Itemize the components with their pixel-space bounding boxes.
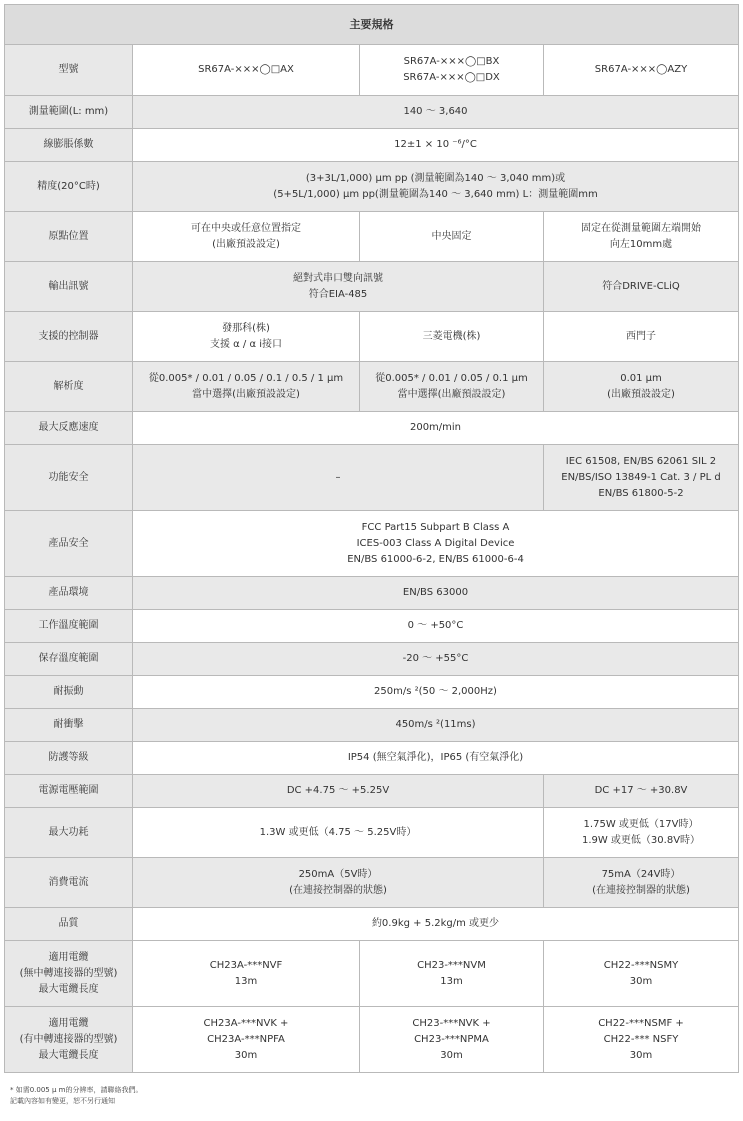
table-row <box>5 362 739 412</box>
row-label: 工作溫度範圍 <box>5 610 133 643</box>
cell-line: (在連接控制器的狀態) <box>289 884 387 896</box>
row-value-cell <box>360 941 544 1007</box>
row-value-cell <box>133 45 360 96</box>
row-label: 電源電壓範圍 <box>5 775 133 808</box>
row-label: 原點位置 <box>5 212 133 262</box>
footnote: * 如需0.005 µ m的分辨率，請聯絡我們。 <box>10 1086 143 1094</box>
cell-line: 250mA（5V時） <box>298 868 378 880</box>
row-value-cell <box>544 45 739 96</box>
cell-line: SR67A-×××◯□BX <box>403 56 500 67</box>
row-label: 耐衝擊 <box>5 709 133 742</box>
cell-line: (出廠預設設定) <box>607 388 675 400</box>
table-row <box>5 808 739 858</box>
row-value-cell <box>360 212 544 262</box>
row-label: 解析度 <box>5 362 133 412</box>
row-label: 防護等級 <box>5 742 133 775</box>
cell-line: EN/BS/ISO 13849-1 Cat. 3 / PL d <box>561 471 721 483</box>
cell-line: 30m <box>629 1049 653 1061</box>
cell-line: 當中選擇(出廠預設設定) <box>192 388 300 400</box>
cell-line: 約0.9kg + 5.2kg/m 或更少 <box>371 918 500 929</box>
cell-line: 0.01 µm <box>620 372 662 384</box>
cell-line: 發那科(株) <box>222 322 270 334</box>
row-value-cell <box>133 709 739 742</box>
row-label: 耐振動 <box>5 676 133 709</box>
row-value-cell <box>544 1007 739 1073</box>
row-label: 適用電纜 (有中轉連接器的型號) 最大電纜長度 <box>5 1007 133 1073</box>
table-row <box>5 858 739 908</box>
row-label: 線膨脹係數 <box>5 129 133 162</box>
row-value-cell <box>133 676 739 709</box>
cell-line: 向左10mm處 <box>609 238 673 250</box>
row-value-cell <box>544 262 739 312</box>
cell-line: 0 ～ +50°C <box>407 620 464 631</box>
footnotes <box>10 1085 143 1107</box>
row-value-cell <box>133 96 739 129</box>
row-value-cell <box>360 45 544 96</box>
row-label: 保存溫度範圍 <box>5 643 133 676</box>
cell-line: (出廠預設設定) <box>212 238 280 250</box>
cell-line: CH23-***NVM <box>417 959 486 971</box>
row-value-cell <box>133 742 739 775</box>
row-value-cell <box>544 941 739 1007</box>
row-value-cell <box>133 129 739 162</box>
row-label: 型號 <box>5 45 133 96</box>
table-row <box>5 709 739 742</box>
row-value-cell <box>133 262 544 312</box>
table-row <box>5 775 739 808</box>
row-value-cell <box>133 445 544 511</box>
row-label: 最大功耗 <box>5 808 133 858</box>
cell-line: 絕對式串口雙向訊號 <box>293 272 383 284</box>
cell-line: – <box>335 471 341 483</box>
row-value-cell <box>133 577 739 610</box>
spec-table-container <box>4 4 738 1073</box>
row-value-cell <box>133 212 360 262</box>
table-row <box>5 212 739 262</box>
row-value-cell <box>544 445 739 511</box>
cell-line: 30m <box>629 975 653 987</box>
table-row <box>5 312 739 362</box>
row-value-cell <box>133 775 544 808</box>
table-row <box>5 577 739 610</box>
row-value-cell <box>544 362 739 412</box>
cell-line: CH22-***NSMY <box>603 959 679 971</box>
cell-line: 固定在從測量範圍左端開始 <box>581 222 701 234</box>
row-label: 產品環境 <box>5 577 133 610</box>
cell-line: SR67A-×××◯□AX <box>198 64 294 75</box>
cell-line: (5+5L/1,000) µm pp(測量範圍為140 ～ 3,640 mm) L：測量範圍mm <box>273 188 598 200</box>
row-label: 品質 <box>5 908 133 941</box>
row-label: 支援的控制器 <box>5 312 133 362</box>
table-row <box>5 162 739 212</box>
table-row <box>5 262 739 312</box>
cell-line: 1.9W 或更低（30.8V時） <box>581 834 701 846</box>
row-label: 測量範圍(L: mm) <box>5 96 133 129</box>
row-value-cell <box>133 941 360 1007</box>
cell-line: DC +17 ～ +30.8V <box>594 785 688 796</box>
cell-line: 13m <box>234 975 258 987</box>
cell-line: 三菱電機(株) <box>422 330 481 342</box>
row-value-cell <box>133 610 739 643</box>
cell-line: 13m <box>440 975 463 987</box>
cell-line: 支援 α / α i接口 <box>209 338 283 350</box>
cell-line: 可在中央或任意位置指定 <box>191 222 301 234</box>
cell-line: EN/BS 61000-6-2, EN/BS 61000-6-4 <box>347 553 524 565</box>
cell-line: 200m/min <box>409 422 462 433</box>
row-value-cell <box>360 1007 544 1073</box>
cell-line: 30m <box>440 1049 463 1061</box>
cell-line: 從0.005* / 0.01 / 0.05 / 0.1 / 0.5 / 1 µm <box>148 372 344 384</box>
row-value-cell <box>133 412 739 445</box>
row-value-cell <box>360 312 544 362</box>
cell-line: 從0.005* / 0.01 / 0.05 / 0.1 µm <box>375 372 528 384</box>
cell-line: 250m/s ²(50 ～ 2,000Hz) <box>374 686 497 697</box>
cell-line: 當中選擇(出廠預設設定) <box>397 388 506 400</box>
row-value-cell <box>133 362 360 412</box>
table-row <box>5 96 739 129</box>
cell-line: 符合DRIVE-CLiQ <box>602 280 680 292</box>
cell-line: 30m <box>234 1049 258 1061</box>
cell-line: CH23-***NPMA <box>414 1033 489 1045</box>
table-row <box>5 129 739 162</box>
row-value-cell <box>133 162 739 212</box>
row-value-cell <box>544 808 739 858</box>
cell-line: 140 ～ 3,640 <box>403 106 468 117</box>
cell-line: IEC 61508, EN/BS 62061 SIL 2 <box>565 455 717 467</box>
cell-line: DC +4.75 ～ +5.25V <box>286 785 390 796</box>
cell-line: SR67A-×××◯□DX <box>403 72 500 83</box>
cell-line: 1.75W 或更低（17V時） <box>583 818 699 830</box>
cell-line: 450m/s ²(11ms) <box>395 719 476 730</box>
table-row <box>5 941 739 1007</box>
footnote: 記載內容如有變更，恕不另行通知 <box>10 1097 115 1105</box>
cell-line: CH23A-***NPFA <box>207 1033 285 1045</box>
table-row <box>5 908 739 941</box>
spec-table <box>4 4 739 1073</box>
cell-line: SR67A-×××◯AZY <box>594 64 688 75</box>
row-label: 精度(20°C時) <box>5 162 133 212</box>
row-value-cell <box>544 212 739 262</box>
cell-line: 中央固定 <box>431 230 472 242</box>
cell-line: FCC Part15 Subpart B Class A <box>361 521 510 533</box>
row-label: 適用電纜 (無中轉連接器的型號) 最大電纜長度 <box>5 941 133 1007</box>
cell-line: -20 ～ +55°C <box>402 653 469 664</box>
cell-line: 12±1 × 10 ⁻⁶/°C <box>394 139 477 150</box>
cell-line: (3+3L/1,000) µm pp (測量範圍為140 ～ 3,040 mm)或 <box>305 172 566 184</box>
cell-line: CH23A-***NVK + <box>203 1017 289 1029</box>
table-row <box>5 445 739 511</box>
cell-line: 西門子 <box>626 330 656 342</box>
cell-line: CH22-*** NSFY <box>603 1033 679 1045</box>
cell-line: CH22-***NSMF + <box>598 1017 684 1029</box>
table-row <box>5 511 739 577</box>
cell-line: CH23-***NVK + <box>412 1017 491 1029</box>
row-value-cell <box>133 511 739 577</box>
row-value-cell <box>544 858 739 908</box>
table-row <box>5 610 739 643</box>
row-label: 最大反應速度 <box>5 412 133 445</box>
row-value-cell <box>360 362 544 412</box>
row-label: 功能安全 <box>5 445 133 511</box>
table-row <box>5 412 739 445</box>
table-row <box>5 643 739 676</box>
cell-line: 符合EIA-485 <box>308 288 368 300</box>
table-row <box>5 742 739 775</box>
table-title-row <box>5 5 739 45</box>
table-row <box>5 676 739 709</box>
cell-line: 1.3W 或更低（4.75 ～ 5.25V時） <box>259 826 417 838</box>
cell-line: (在連接控制器的狀態) <box>592 884 690 896</box>
row-label: 產品安全 <box>5 511 133 577</box>
row-value-cell <box>133 858 544 908</box>
table-title: 主要規格 <box>5 5 739 45</box>
cell-line: 75mA（24V時） <box>601 868 681 880</box>
row-value-cell <box>133 312 360 362</box>
cell-line: ICES-003 Class A Digital Device <box>356 537 515 549</box>
row-value-cell <box>544 775 739 808</box>
row-value-cell <box>133 908 739 941</box>
table-row <box>5 1007 739 1073</box>
cell-line: EN/BS 61800-5-2 <box>598 487 684 499</box>
row-value-cell <box>133 1007 360 1073</box>
table-row <box>5 45 739 96</box>
row-value-cell <box>133 808 544 858</box>
row-label: 輸出訊號 <box>5 262 133 312</box>
cell-line: CH23A-***NVF <box>209 959 283 971</box>
cell-line: IP54 (無空氣淨化)，IP65 (有空氣淨化) <box>347 752 524 763</box>
row-value-cell <box>133 643 739 676</box>
row-value-cell <box>544 312 739 362</box>
row-label: 消費電流 <box>5 858 133 908</box>
cell-line: EN/BS 63000 <box>402 587 469 598</box>
